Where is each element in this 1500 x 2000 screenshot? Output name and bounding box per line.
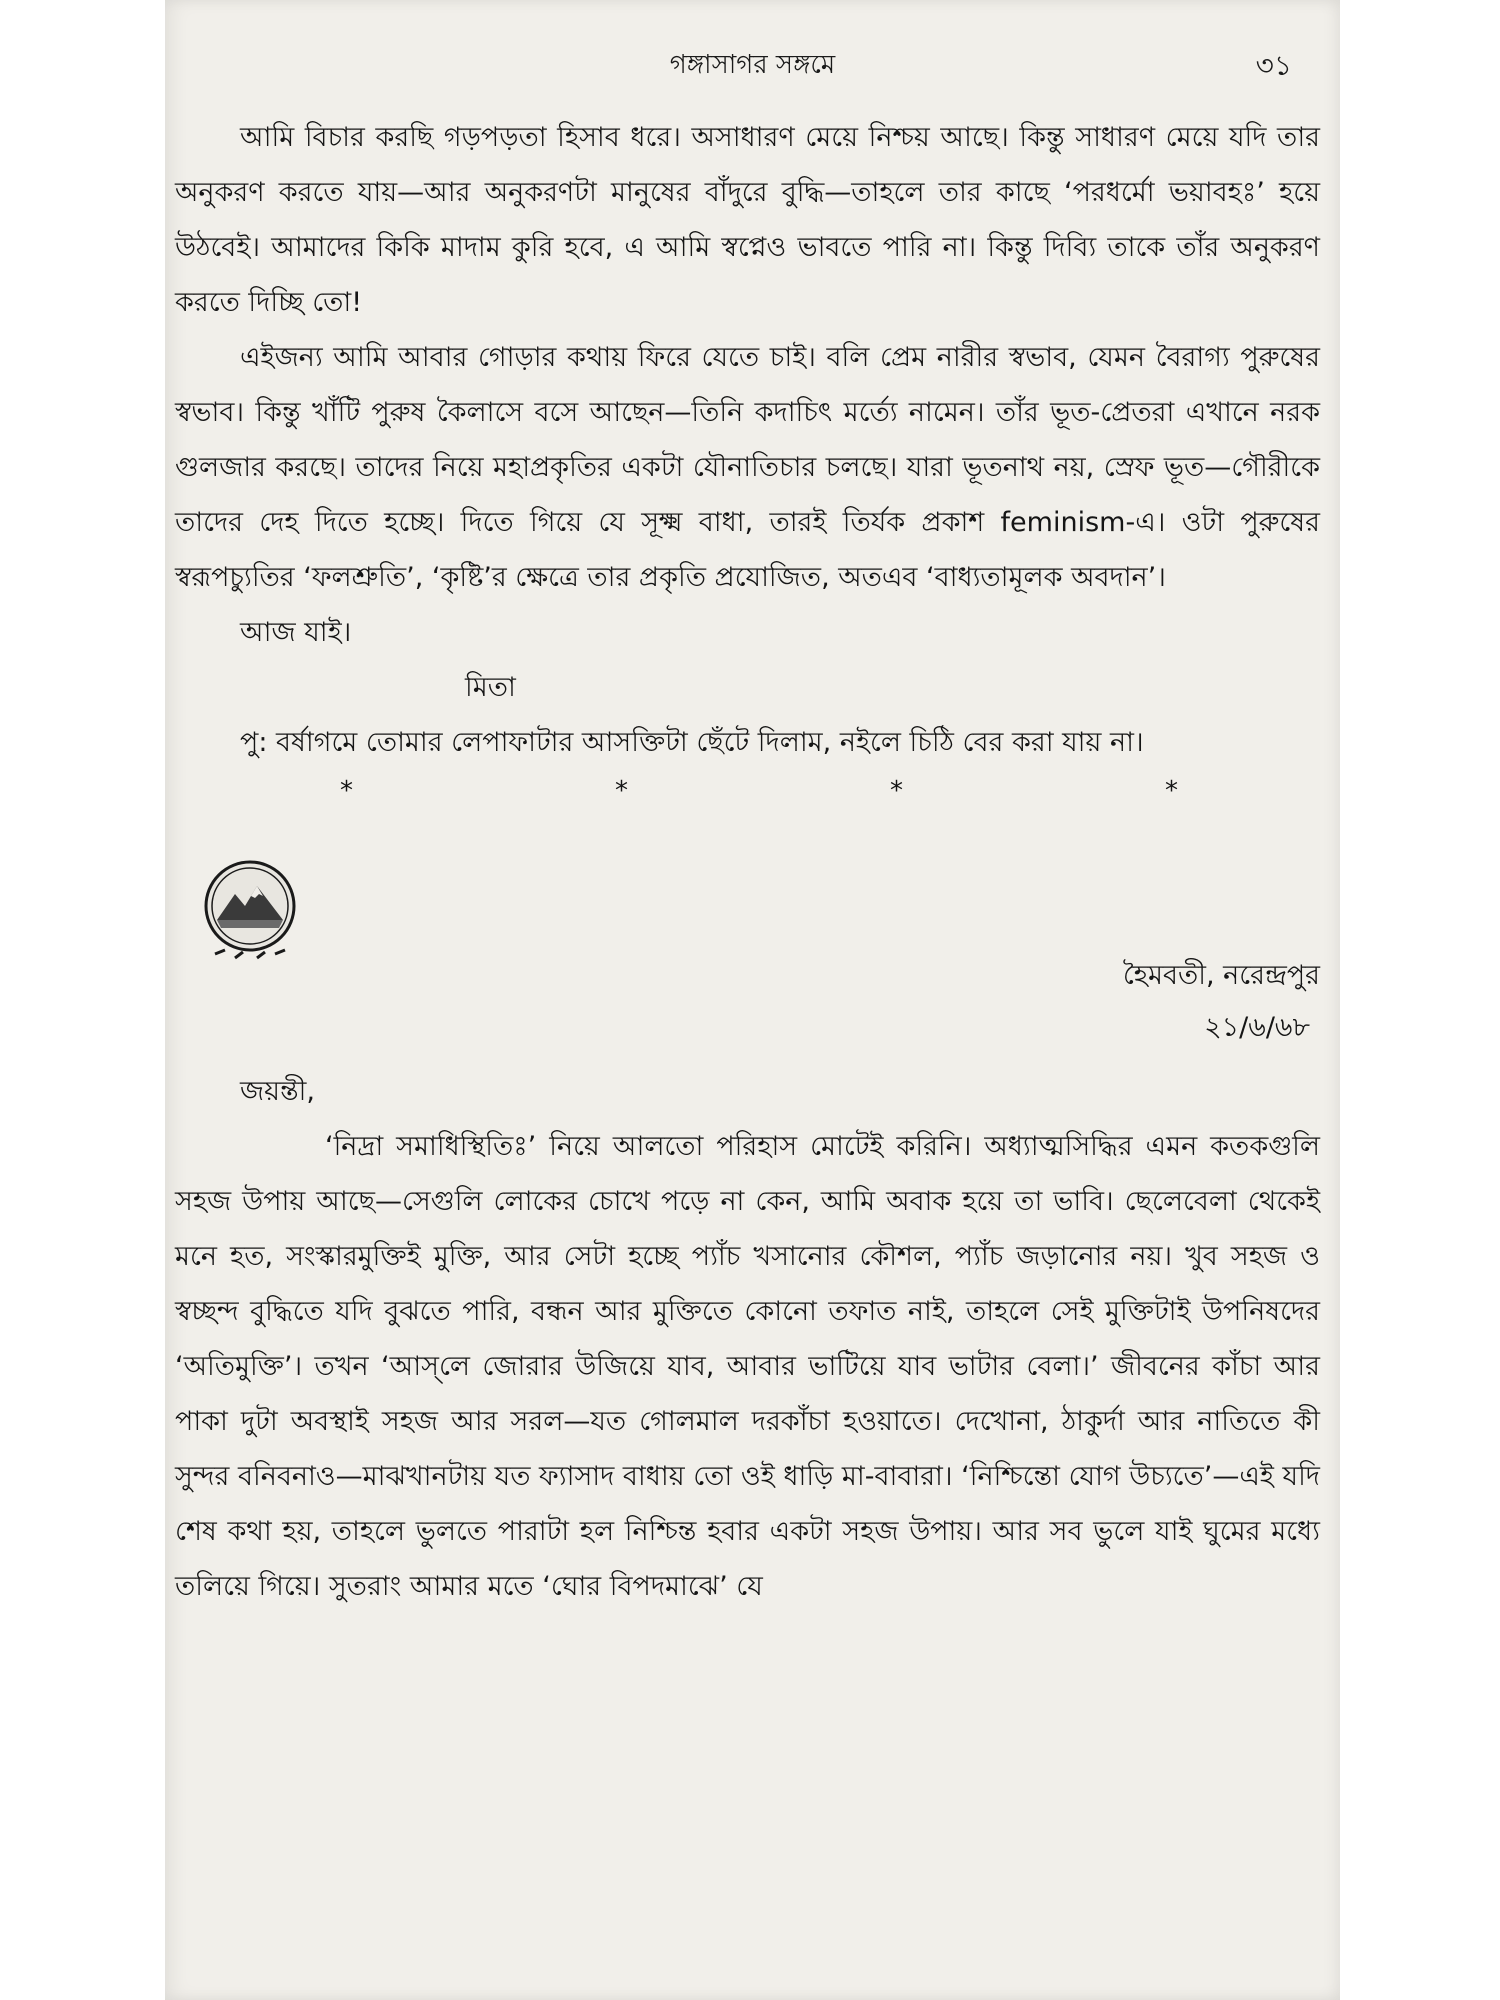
letter-date: ২১/৬/৬৮	[1204, 1012, 1310, 1043]
postscript: পু: বর্ষাগমে তোমার লেপাফাটার আসক্তিটা ছেঁটে দিলাম, নইলে চিঠি বের করা যায় না।	[240, 727, 1144, 758]
body-text	[175, 110, 1320, 1614]
mountain-seal-icon	[195, 854, 305, 964]
divider-star: *	[890, 776, 903, 806]
scanned-book-page	[165, 0, 1340, 2000]
paragraph-2: এইজন্য আমি আবার গোড়ার কথায় ফিরে যেতে চাই। বলি প্রেম নারীর স্বভাব, যেমন বৈরাগ্য পুরুষের স্বভাব। কিন্তু খাঁটি পুরুষ কৈলাসে বসে আছেন—তিনি কদাচিৎ মর্ত্যে নামেন। তাঁর ভূত-প্রেতরা এখানে নরক গুলজার করছে। তাদের নিয়ে মহাপ্রকৃতির একটা যৌনাতিচার চলছে। যারা ভূতনাথ নয়, স্রেফ ভূত—গৌরীকে তাদের দেহ দিতে হচ্ছে। দিতে গিয়ে যে সূক্ষ্ম বাধা, তারই তির্যক প্রকাশ feminism-এ। ওটা পুরুষের স্বরূপচ্যুতির ‘ফলশ্রুতি’, ‘কৃষ্টি’র ক্ষেত্রে তার প্রকৃতি প্রযোজিত, অতএব ‘বাধ্যতামূলক অবদান’।	[175, 342, 1320, 593]
letter-signature: মিতা	[465, 672, 516, 703]
letter-place: হৈমবতী, নরেন্দ্রপুর	[1122, 960, 1320, 991]
divider-star: *	[615, 776, 628, 806]
paragraph-3: আজ যাই।	[240, 617, 352, 648]
section-divider	[175, 770, 1320, 834]
letter-salutation: জয়ন্তী,	[240, 1076, 315, 1107]
running-header	[165, 44, 1340, 90]
running-title: গঙ্গাসাগর সঙ্গমে	[669, 50, 836, 80]
divider-star: *	[1165, 776, 1178, 806]
divider-star: *	[340, 776, 353, 806]
paragraph-1: আমি বিচার করছি গড়পড়তা হিসাব ধরে। অসাধারণ মেয়ে নিশ্চয় আছে। কিন্তু সাধারণ মেয়ে যদি তার অনুকরণ করতে যায়—আর অনুকরণটা মানুষের বাঁদুরে বুদ্ধি—তাহলে তার কাছে ‘পরধর্মো ভয়াবহঃ’ হয়ে উঠবেই। আমাদের কিকি মাদাম কুরি হবে, এ আমি স্বপ্নেও ভাবতে পারি না। কিন্তু দিব্যি তাকে তাঁর অনুকরণ করতে দিচ্ছি তো!	[175, 122, 1320, 318]
letter-body: ‘নিদ্রা সমাধিস্থিতিঃ’ নিয়ে আলতো পরিহাস মোটেই করিনি। অধ্যাত্মসিদ্ধির এমন কতকগুলি সহজ উপায় আছে—সেগুলি লোকের চোখে পড়ে না কেন, আমি অবাক হয়ে তা ভাবি। ছেলেবেলা থেকেই মনে হত, সংস্কারমুক্তিই মুক্তি, আর সেটা হচ্ছে প্যাঁচ খসানোর কৌশল, প্যাঁচ জড়ানোর নয়। খুব সহজ ও স্বচ্ছন্দ বুদ্ধিতে যদি বুঝতে পারি, বন্ধন আর মুক্তিতে কোনো তফাত নাই, তাহলে সেই মুক্তিটাই উপনিষদের ‘অতিমুক্তি’। তখন ‘আস্‌লে জোরার উজিয়ে যাব, আবার ভাটিয়ে যাব ভাটার বেলা।’ জীবনের কাঁচা আর পাকা দুটা অবস্থাই সহজ আর সরল—যত গোলমাল দরকাঁচা হওয়াতে। দেখোনা, ঠাকুর্দা আর নাতিতে কী সুন্দর বনিবনাও—মাঝখানটায় যত ফ্যাসাদ বাধায় তো ওই ধাড়ি মা-বাবারা। ‘নিশ্চিন্তো যোগ উচ্যতে’—এই যদি শেষ কথা হয়, তাহলে ভুলতে পারাটা হল নিশ্চিন্ত হবার একটা সহজ উপায়। আর সব ভুলে যাই ঘুমের মধ্যে তলিয়ে গিয়ে। সুতরাং আমার মতে ‘ঘোর বিপদমাঝে’ যে	[175, 1131, 1320, 1602]
page-number: ৩১	[1255, 49, 1292, 82]
letter-heading	[175, 834, 1320, 1064]
